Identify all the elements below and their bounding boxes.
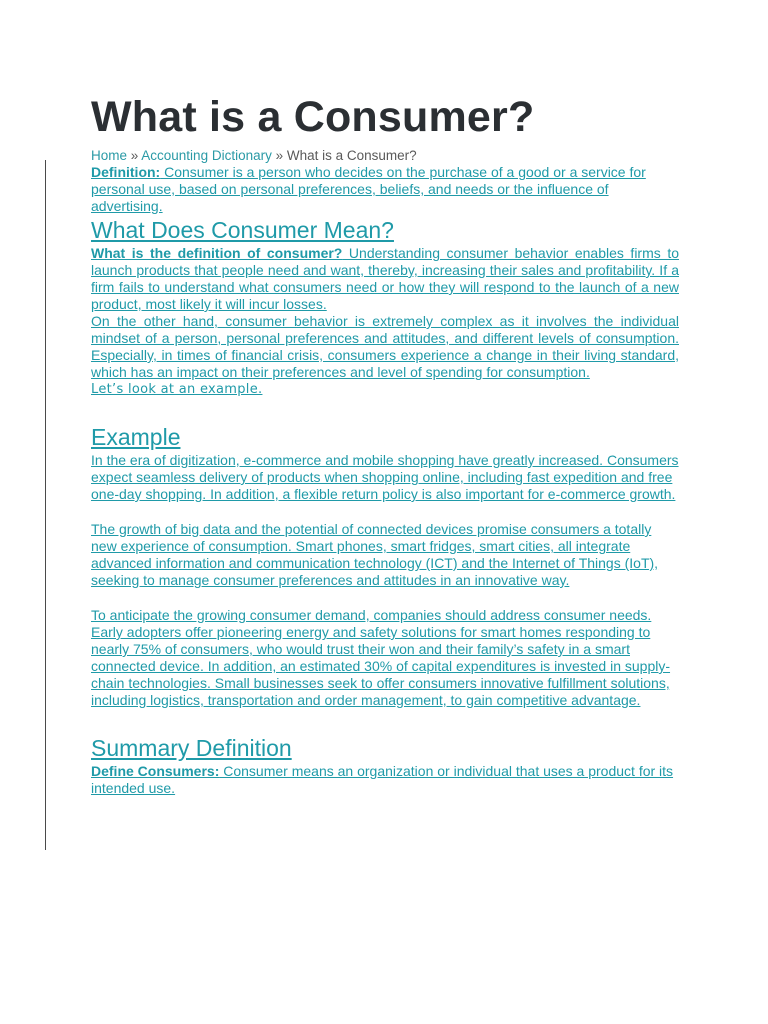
- definition-text: Consumer is a person who decides on the purchase of a good or a service for personal use, based on personal preferences, beliefs, and needs or the influence of advertising.: [91, 164, 646, 214]
- example-paragraph-1[interactable]: In the era of digitization, e-commerce and mobile shopping have greatly increased. Consumers expect seamless delivery of products when shopping online, including fast expedition and free one-day shopping. In addition, a flexible return policy is also important for e-commerce growth.: [91, 452, 679, 502]
- page-title: What is a Consumer?: [91, 93, 535, 141]
- meaning-paragraph-1[interactable]: [91, 245, 679, 313]
- breadcrumb-home-link[interactable]: Home: [91, 148, 128, 163]
- section-heading-meaning[interactable]: What Does Consumer Mean?: [91, 217, 394, 243]
- breadcrumb-separator: »: [127, 148, 142, 163]
- summary-text: Consumer means an organization or individual that uses a product for its intended use.: [91, 763, 674, 796]
- example-link[interactable]: Let’s look at an example.: [91, 382, 263, 397]
- meaning-question: What is the definition of consumer?: [91, 245, 343, 261]
- section-heading-summary[interactable]: Summary Definition: [91, 735, 292, 761]
- meaning-paragraph-2[interactable]: On the other hand, consumer behavior is extremely complex as it involves the individual mindset of a person, personal preferences and attitudes, and different levels of consumption. Especially, in times of financial crisis, consumers experience a change in their living standard, which has an impact on their preferences and level of spending for consumption.: [91, 313, 679, 380]
- breadcrumb: [91, 148, 679, 164]
- section-heading-example[interactable]: Example: [91, 424, 181, 450]
- example-paragraph-2[interactable]: The growth of big data and the potential of connected devices promise consumers a totally new experience of consumption. Smart phones, smart fridges, smart cities, all integrate advanced information and communication technology (ICT) and the Internet of Things (IoT), seeking to manage consumer preferences and attitudes in an innovative way.: [91, 521, 659, 588]
- summary-paragraph[interactable]: [91, 763, 679, 797]
- breadcrumb-dictionary-link[interactable]: Accounting Dictionary: [141, 148, 272, 163]
- definition-paragraph[interactable]: [91, 164, 679, 215]
- definition-label: Definition:: [91, 164, 161, 180]
- breadcrumb-current: What is a Consumer?: [286, 148, 417, 163]
- article: [91, 90, 679, 797]
- meaning-text-1: Understanding consumer behavior enables firms to launch products that people need and want, thereby, increasing their sales and profitability. If a firm fails to understand what consumers need or how they will respond to the launch of a new product, most likely it will incur losses.: [91, 245, 679, 312]
- summary-label: Define Consumers:: [91, 763, 220, 779]
- left-margin-rule: [45, 160, 46, 850]
- example-paragraph-3[interactable]: To anticipate the growing consumer demand, companies should address consumer needs. Early adopters offer pioneering energy and safety solutions for smart homes responding to nearly 75% of consumers, who would trust their won and their family’s safety in a smart connected device. In addition, an estimated 30% of capital expenditures is invested in supply-chain technologies. Small businesses seek to offer consumers innovative fulfillment solutions, including logistics, transportation and order management, to gain competitive advantage.: [91, 607, 671, 708]
- breadcrumb-separator: »: [271, 148, 287, 163]
